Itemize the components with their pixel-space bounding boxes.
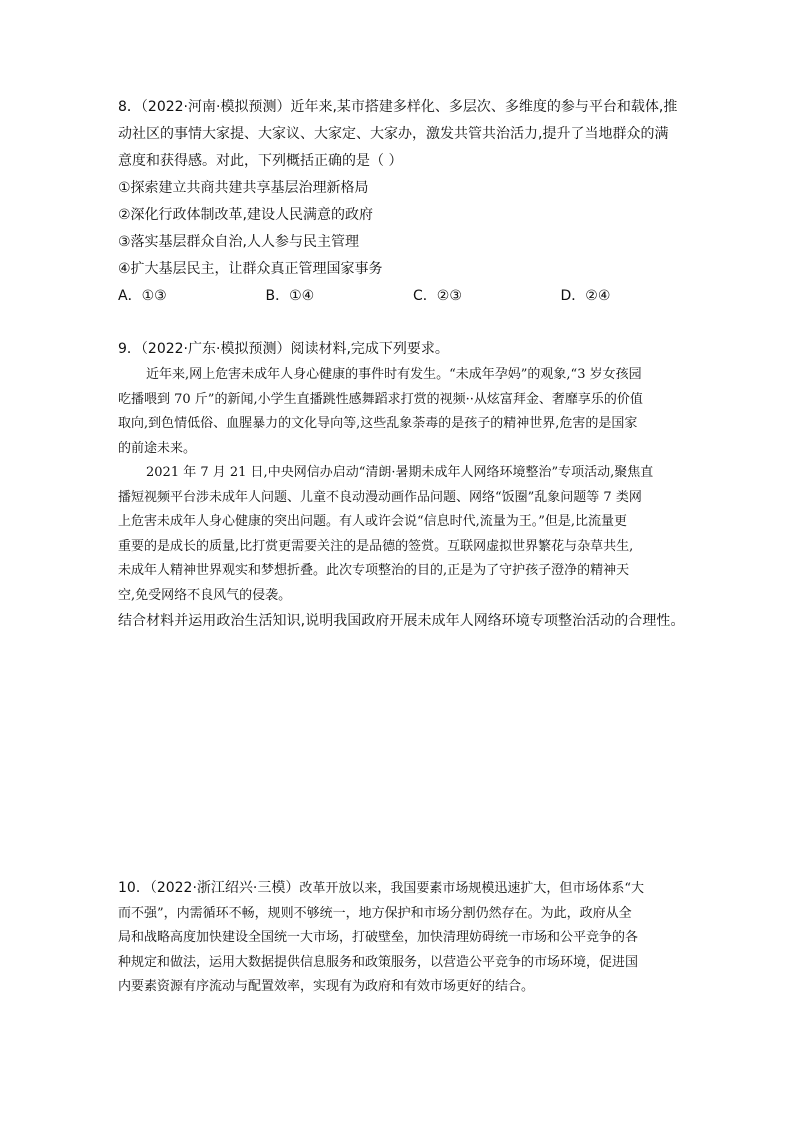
question-8 xyxy=(118,94,708,310)
question-stem-line: 而不强”，内需循环不畅，规则不够统一，地方保护和市场分割仍然存在。为此，政府从全 xyxy=(118,905,632,921)
question-stem-line: 局和战略高度加快建设全国统一大市场，打破壁垒，加快清理妨碍统一市场和公平竞争的各 xyxy=(118,930,639,945)
material-line: 未成年人精神世界观实和梦想折叠。此次专项整治的目的,正是为了守护孩子澄净的精神天 xyxy=(118,563,630,578)
question-9-first-line xyxy=(118,336,708,363)
question-number: 9． xyxy=(118,341,141,357)
choice-a: A．①③ xyxy=(118,288,167,304)
question-10-first-line xyxy=(118,876,708,902)
question-10 xyxy=(118,876,708,1000)
material-line: 播短视频平台涉未成年人问题、儿童不良动漫动画作品问题、网络“饭圈”乱象问题等 7 类网 xyxy=(118,489,642,505)
question-source: （2022·广东·模拟预测） xyxy=(140,341,291,357)
option-statement: ③落实基层群众自治,人人参与民主管理 xyxy=(118,234,359,250)
material-line: 2021 年 7 月 21 日,中央网信办启动“清朗·暑期未成年人网络环境整治”专项活动,聚焦直 xyxy=(146,465,654,480)
question-stem-line: 意度和获得感。对此，下列概括正确的是（ ） xyxy=(118,153,403,169)
choice-c: C．②③ xyxy=(413,288,462,304)
question-stem: 阅读材料,完成下列要求。 xyxy=(290,341,449,357)
question-number: 10． xyxy=(118,880,150,896)
option-statement: ②深化行政体制改革,建设人民满意的政府 xyxy=(118,207,373,223)
answer-choices xyxy=(118,283,708,310)
option-statement: ④扩大基层民主，让群众真正管理国家事务 xyxy=(118,261,383,277)
question-stem-line: 种规定和做法，运用大数据提供信息服务和政策服务，以营造公平竞争的市场环境，促进国 xyxy=(118,954,639,970)
question-task: 结合材料并运用政治生活知识,说明我国政府开展未成年人网络环境专项整治活动的合理性。 xyxy=(118,613,685,629)
material-line: 空,免受网络不良风气的侵袭。 xyxy=(118,587,292,603)
material-line: 吃播喂到 70 斤”的新闻,小学生直播跳性感舞蹈求打赏的视频··从炫富拜金、奢靡享乐的价值 xyxy=(118,391,643,407)
question-number: 8． xyxy=(118,99,141,115)
question-stem-line: 改革开放以来，我国要素市场规模迅速扩大，但市场体系“大 xyxy=(299,881,645,896)
material-line: 取向,到色情低俗、血腥暴力的文化导向等,这些乱象荼毒的是孩子的精神世界,危害的是国家 xyxy=(118,416,638,431)
material-line: 的前途未来。 xyxy=(118,440,197,456)
question-source: （2022·河南·模拟预测） xyxy=(140,99,291,115)
material-line: 上危害未成年人身心健康的突出问题。有人或许会说“信息时代,流量为王。”但是,比流量更 xyxy=(118,514,628,529)
material-line: 近年来,网上危害未成年人身心健康的事件时有发生。“未成年孕妈”的观象,“3 岁女孩园 xyxy=(146,367,642,382)
question-8-first-line xyxy=(118,94,708,121)
material-line: 重要的是成长的质量,比打赏更需要关注的是品德的签赏。互联网虚拟世界繁花与杂草共生, xyxy=(118,538,634,554)
question-source: （2022·浙江绍兴·三模） xyxy=(149,880,300,896)
question-stem-line: 动社区的事情大家提、大家议、大家定、大家办，激发共管共治活力,提升了当地群众的满 xyxy=(118,126,669,142)
question-stem-line: 内要素资源有序流动与配置效率，实现有为政府和有效市场更好的结合。 xyxy=(118,979,535,994)
question-stem-line: 近年来,某市搭建多样化、多层次、多维度的参与平台和载体,推 xyxy=(290,99,678,115)
question-9 xyxy=(118,336,708,635)
option-statement: ①探索建立共商共建共享基层治理新格局 xyxy=(118,180,369,196)
choice-b: B．①④ xyxy=(265,288,315,304)
choice-d: D．②④ xyxy=(560,288,611,304)
